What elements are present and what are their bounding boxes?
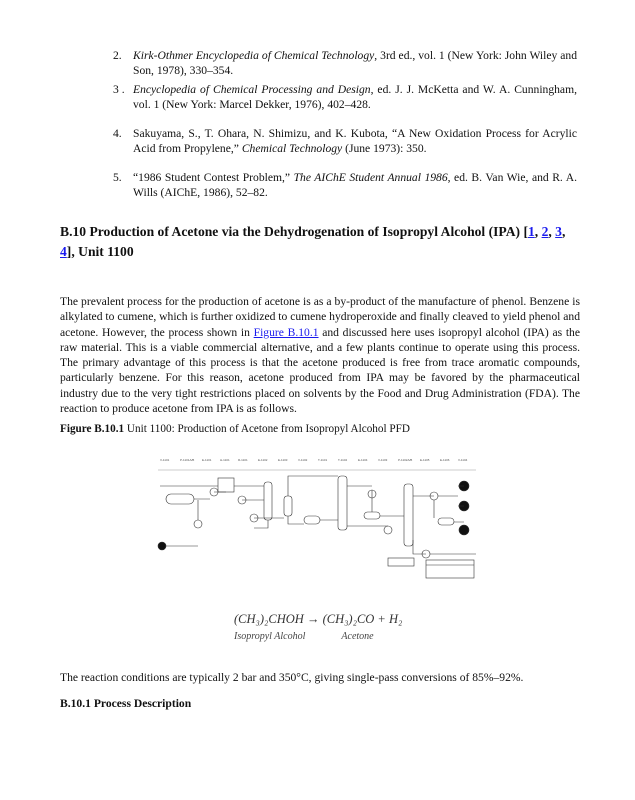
svg-text:E-1103: E-1103 — [278, 458, 288, 462]
equation-products: (CH₃)₂CO + H₂ — [322, 612, 403, 626]
reference-item — [113, 126, 577, 156]
pfd-diagram — [158, 456, 476, 581]
svg-text:E-1102: E-1102 — [258, 458, 268, 462]
paragraph-text-1: The prevalent process for the production of acetone is as a by-product of the manufacture of phenol. Benzene is alkylated to cumene, which is further oxidized to cumene hydroperoxide and finally cleaved to yield phenol and acetone. However, the process shown in — [60, 295, 580, 339]
subsection-heading: B.10.1 Process Description — [60, 697, 192, 710]
figure-label: Figure B.10.1 — [60, 423, 125, 435]
heater-shape — [218, 478, 234, 492]
svg-text:V-1101: V-1101 — [160, 458, 170, 462]
figure-link[interactable]: Figure B.10.1 — [253, 325, 319, 339]
reference-number: 3 . — [113, 83, 125, 96]
svg-text:H-1101: H-1101 — [220, 458, 230, 462]
reference-details: , ed. J. J. McKetta and W. A. Cunningham, vol. 1 (New York: Marcel Dekker, 1976), 402–428. — [133, 83, 577, 111]
reference-title: Kirk-Othmer Encyclopedia of Chemical Technology — [133, 49, 375, 62]
svg-text:E-1101: E-1101 — [202, 458, 212, 462]
svg-text:T-1102: T-1102 — [338, 458, 348, 462]
reference-item — [113, 48, 577, 78]
svg-text:V-1102: V-1102 — [298, 458, 308, 462]
svg-text:E-1105: E-1105 — [420, 458, 430, 462]
reference-authors: Sakuyama, S., T. Ohara, N. Shimizu, and K. Kubota, “A New Oxidation Process for Acrylic Acid from Propylene,” — [133, 127, 577, 155]
reactant-name: Isopropyl Alcohol — [234, 631, 306, 642]
reference-details: (June 1973): 350. — [342, 142, 427, 155]
product-name: Acetone — [341, 631, 374, 642]
reactor-shape — [264, 482, 272, 520]
equation-line — [234, 612, 434, 627]
svg-text:E-1106: E-1106 — [440, 458, 450, 462]
svg-text:E-1104: E-1104 — [358, 458, 368, 462]
reference-number: 4. — [113, 127, 122, 140]
reference-list — [113, 49, 577, 214]
equation-arrow: → — [306, 612, 320, 626]
column-2-shape — [404, 484, 413, 546]
svg-text:V-1104: V-1104 — [458, 458, 468, 462]
svg-text:V-1103: V-1103 — [378, 458, 388, 462]
paragraph-text-2: and discussed here uses isopropyl alcohol (IPA) as the raw material. This is a viable commercial alternative, and a few plants continue to operate using this process. The primary advantage of this process is that the acetone produced is free from trace aromatic compounds, particularly benzene. For this reason, acetone produced from IPA may be favored by the pharmaceutical industry due to the very tight restrictions placed on solvents by the Food and Drug Administration (FDA). The reaction to produce acetone from IPA is as follows. — [60, 325, 580, 416]
reference-title: Encyclopedia of Chemical Processing and Design — [133, 83, 371, 96]
reference-details: , ed. B. Van Wie, and R. A. Wills (AIChE, 1986), 52–82. — [133, 171, 577, 199]
reference-link-3[interactable]: 3 — [555, 224, 562, 239]
svg-text:R-1101: R-1101 — [238, 458, 248, 462]
svg-text:P-1101A/B: P-1101A/B — [180, 458, 195, 462]
figure-caption-text: Unit 1100: Production of Acetone from Isopropyl Alcohol PFD — [124, 423, 410, 435]
reference-number: 2. — [113, 49, 122, 62]
reaction-equation — [234, 612, 434, 642]
reference-item — [113, 82, 577, 112]
reference-number: 5. — [113, 171, 122, 184]
reference-title: The AIChE Student Annual 1986 — [293, 171, 448, 184]
reference-item — [113, 170, 577, 200]
reference-item-cut — [113, 49, 577, 82]
svg-text:T-1101: T-1101 — [318, 458, 328, 462]
reference-link-4[interactable]: 4 — [60, 244, 67, 259]
section-heading: B.10 Production of Acetone via the Dehydrogenation of Isopropyl Alcohol (IPA) [1, 2, 3, 4], Unit 1100 — [60, 224, 566, 259]
feed-drum-shape — [166, 494, 194, 504]
pump-shape — [194, 520, 202, 528]
figure-caption — [60, 423, 580, 435]
pfd-header-tags — [160, 458, 468, 462]
section-suffix: ], Unit 1100 — [66, 244, 134, 259]
reaction-conditions: The reaction conditions are typically 2 bar and 350°C, giving single-pass conversions of 85%–92%. — [60, 671, 524, 684]
reference-link-2[interactable]: 2 — [541, 224, 549, 239]
column-1-shape — [338, 476, 347, 530]
section-title: B.10 Production of Acetone via the Dehydrogenation of Isopropyl Alcohol (IPA) [ — [60, 224, 528, 239]
reference-title: Chemical Technology — [241, 142, 343, 155]
reference-details: , 3rd ed., vol. 1 (New York: John Wiley and Son, 1978), 330–354. — [133, 49, 577, 77]
body-paragraph — [60, 294, 580, 416]
reference-link-1[interactable]: 1 — [527, 224, 535, 239]
svg-text:P-1102A/B: P-1102A/B — [398, 458, 413, 462]
equation-reactant: (CH₃)₂CHOH — [234, 612, 304, 626]
reference-authors: “1986 Student Contest Problem,” — [133, 171, 294, 184]
equation-names — [234, 631, 434, 642]
